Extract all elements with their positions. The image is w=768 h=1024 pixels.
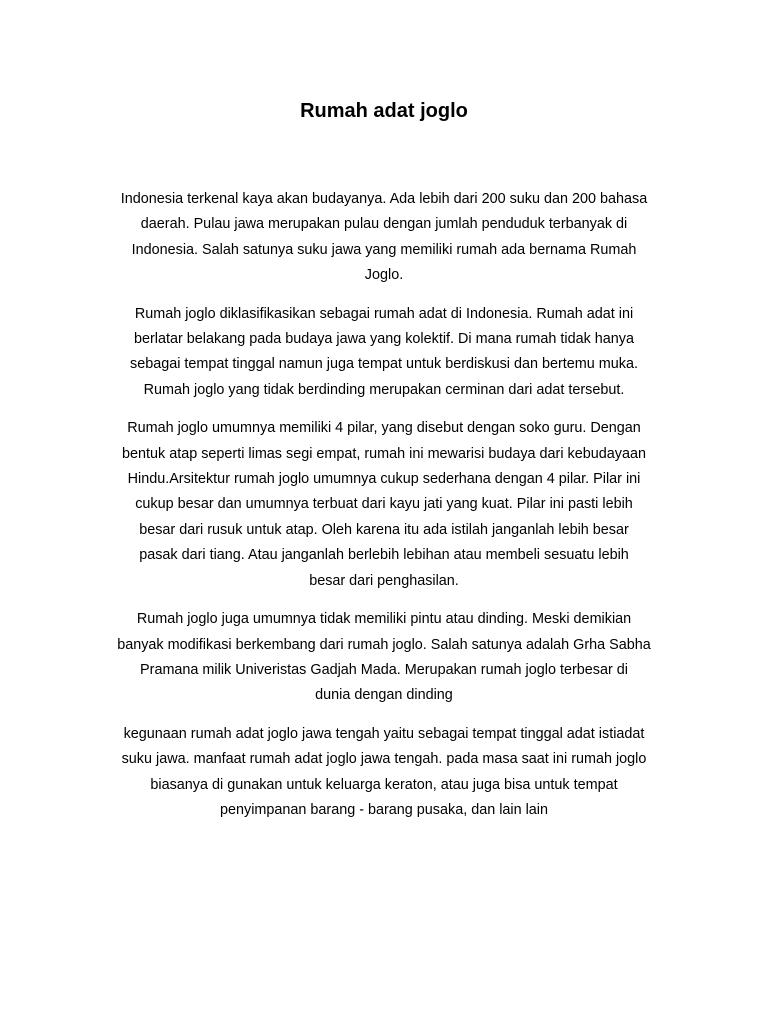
text-line: besar dari penghasilan. [309, 572, 459, 589]
text-line: Rumah joglo yang tidak berdinding merupakan cerminan dari adat tersebut. [143, 381, 625, 398]
text-line: berlatar belakang pada budaya jawa yang kolektif. Di mana rumah tidak hanya [134, 331, 634, 348]
text-line: Indonesia. Salah satunya suku jawa yang memiliki rumah ada bernama Rumah [131, 241, 637, 258]
text-line: dunia dengan dinding [315, 687, 453, 704]
text-line: suku jawa. manfaat rumah adat joglo jawa tengah. pada masa saat ini rumah joglo [121, 751, 647, 768]
paragraph-2 [84, 302, 684, 404]
text-line: penyimpanan barang - barang pusaka, dan lain lain [219, 801, 549, 818]
document-title: Rumah adat joglo [300, 100, 468, 122]
document-body [84, 187, 684, 836]
text-line: daerah. Pulau jawa merupakan pulau dengan jumlah penduduk terbanyak di [140, 216, 628, 233]
paragraph-5 [84, 722, 684, 824]
text-line: sebagai tempat tinggal namun juga tempat untuk berdiskusi dan bertemu muka. [130, 356, 638, 373]
text-line: Pramana milik Univeristas Gadjah Mada. Merupakan rumah joglo terbesar di [140, 661, 628, 678]
text-line: biasanya di gunakan untuk keluarga keraton, atau juga bisa untuk tempat [150, 776, 618, 793]
text-line: Hindu.Arsitektur rumah joglo umumnya cukup sederhana dengan 4 pilar. Pilar ini [127, 471, 641, 488]
text-line: kegunaan rumah adat joglo jawa tengah yaitu sebagai tempat tinggal adat istiadat [123, 725, 645, 742]
text-line: besar dari rusuk untuk atap. Oleh karena itu ada istilah janganlah lebih besar [139, 521, 629, 538]
paragraph-1 [84, 187, 684, 289]
text-line: Rumah joglo umumnya memiliki 4 pilar, yang disebut dengan soko guru. Dengan [127, 420, 641, 437]
paragraph-4 [84, 607, 684, 709]
text-line: pasak dari tiang. Atau janganlah berlebih lebihan atau membeli sesuatu lebih [139, 547, 629, 564]
text-line: cukup besar dan umumnya terbuat dari kayu jati yang kuat. Pilar ini pasti lebih [135, 496, 633, 513]
text-line: bentuk atap seperti limas segi empat, rumah ini mewarisi budaya dari kebudayaan [122, 445, 646, 462]
text-line: Rumah joglo juga umumnya tidak memiliki pintu atau dinding. Meski demikian [136, 611, 632, 628]
text-line: Indonesia terkenal kaya akan budayanya. Ada lebih dari 200 suku dan 200 bahasa [120, 191, 648, 207]
text-line: banyak modifikasi berkembang dari rumah joglo. Salah satunya adalah Grha Sabha [117, 636, 651, 653]
paragraph-3 [84, 416, 684, 594]
text-line: Joglo. [364, 267, 404, 284]
text-line: Rumah joglo diklasifikasikan sebagai rumah adat di Indonesia. Rumah adat ini [134, 305, 634, 322]
